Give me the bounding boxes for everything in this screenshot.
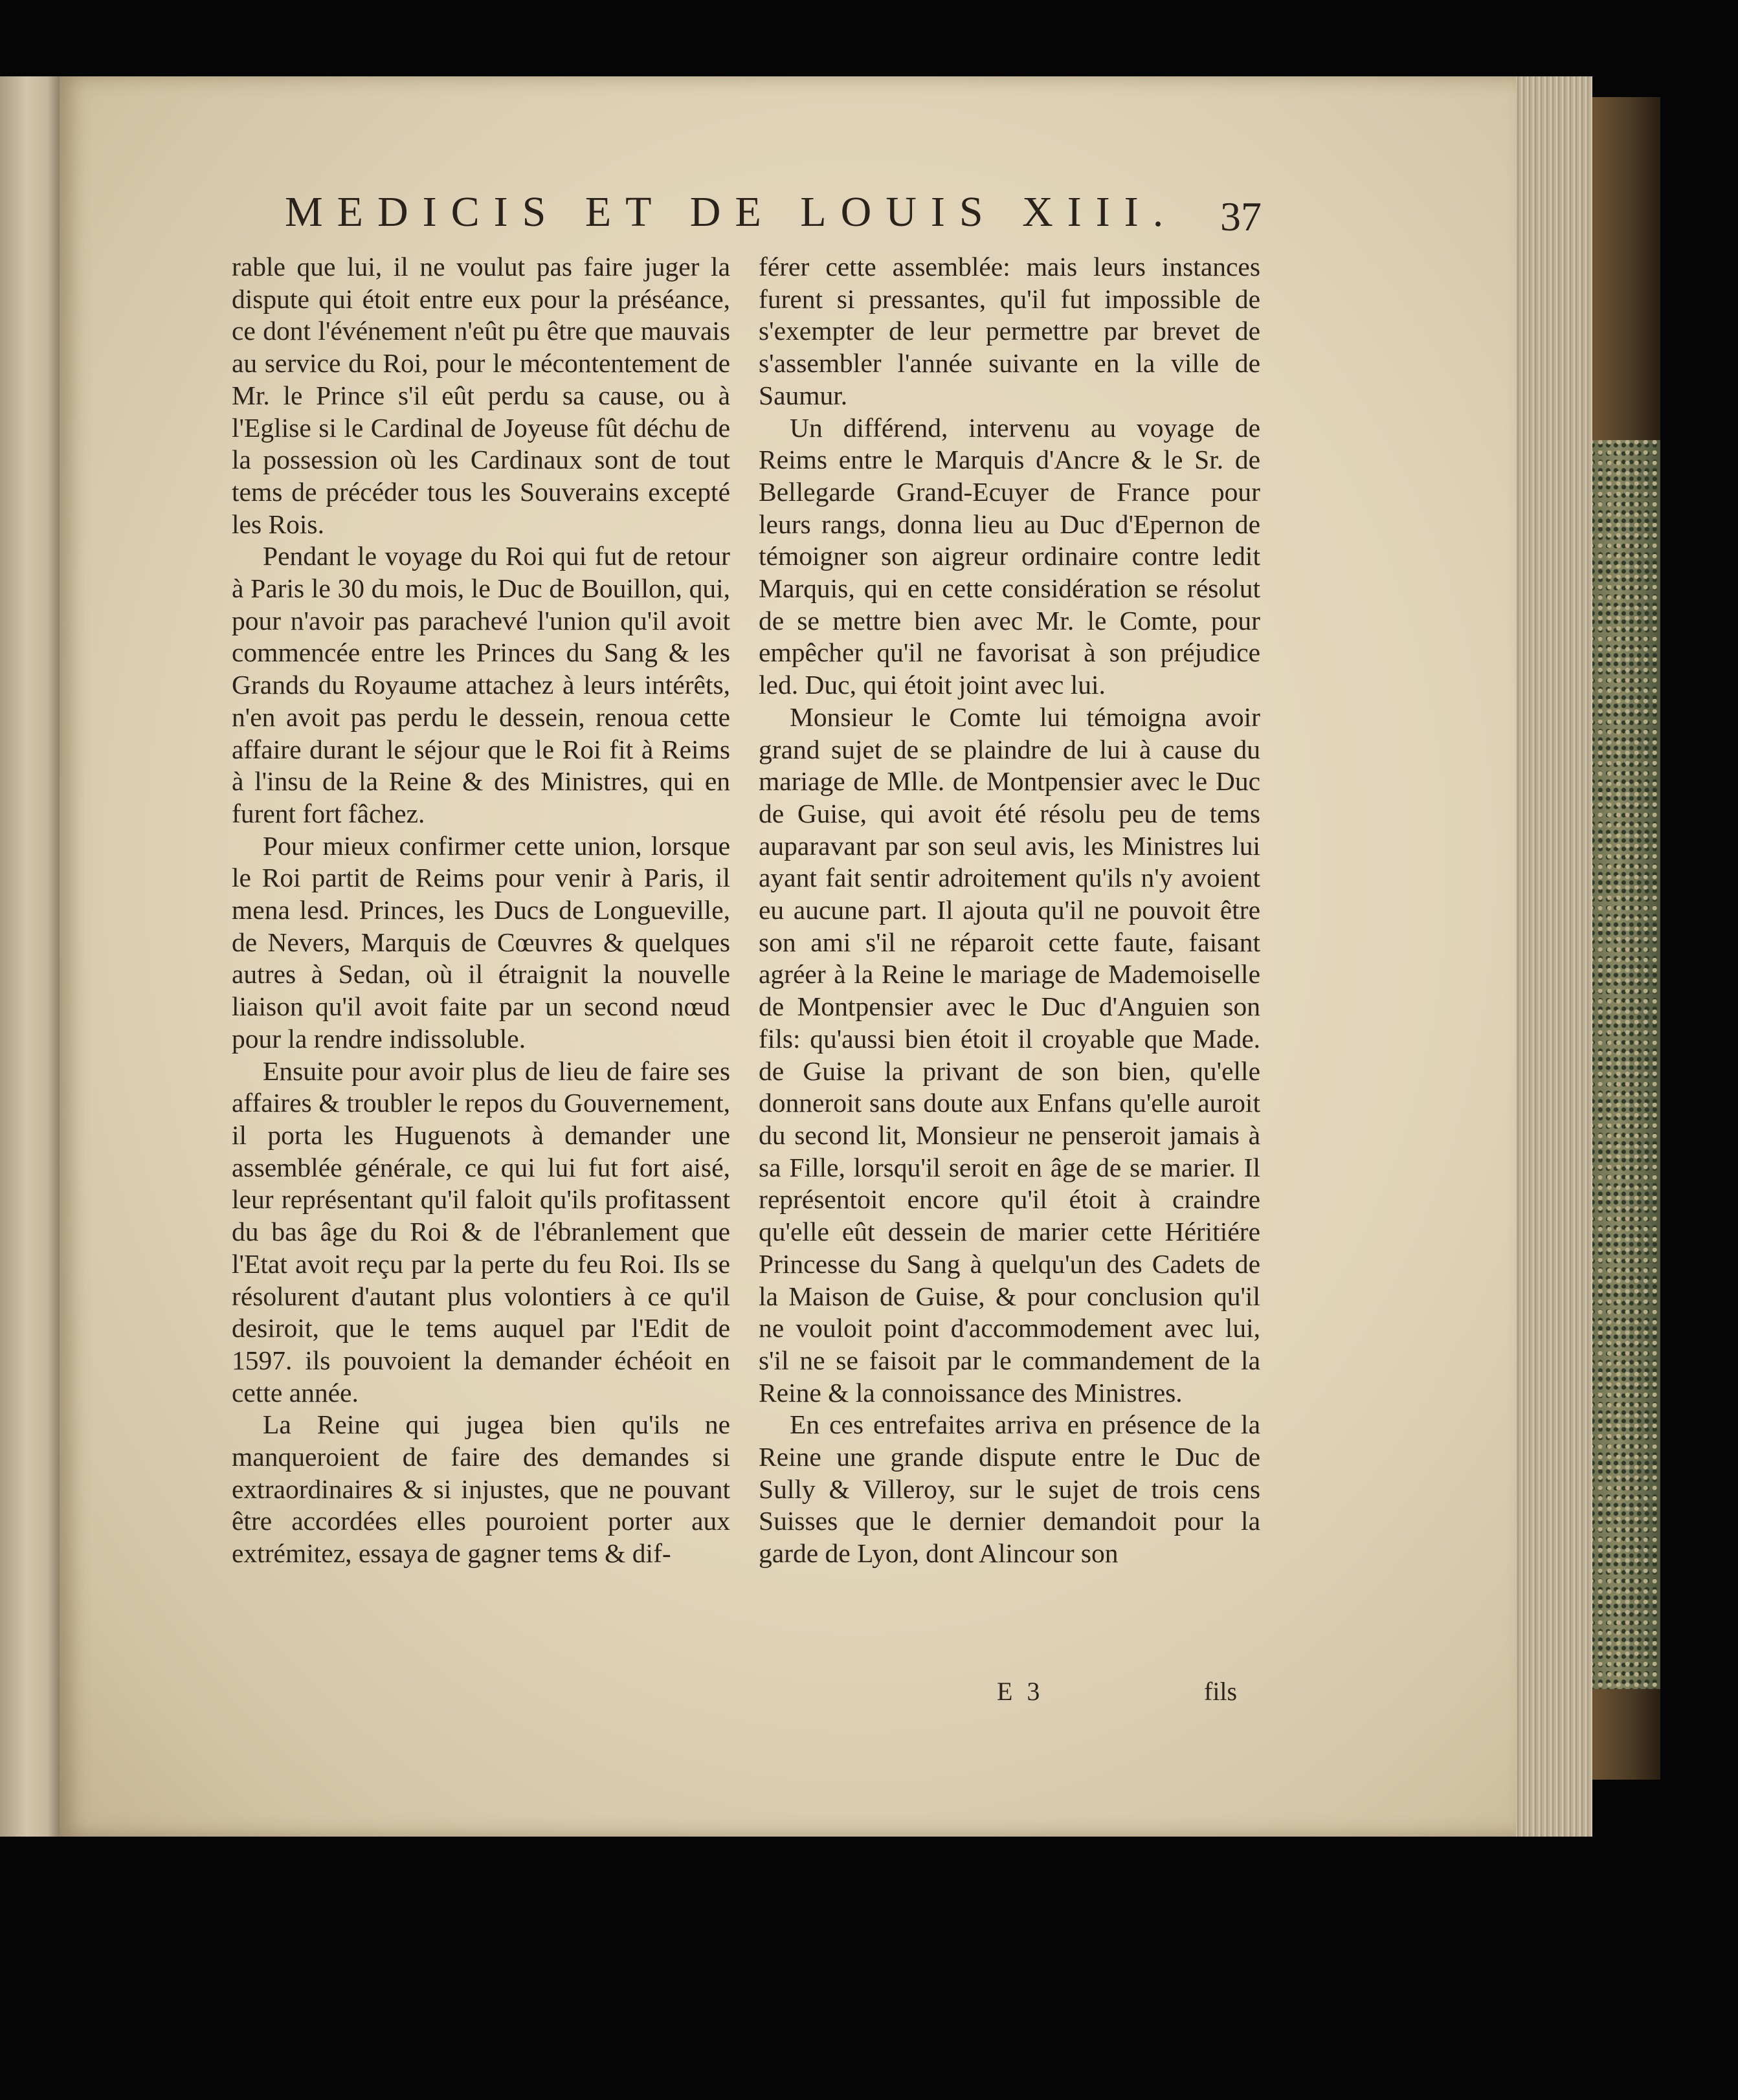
paragraph: rable que lui, il ne voulut pas faire juger la dispute qui étoit entre eux pour la préséance, ce dont l'événement n'eût pu être que mauvais au service du Roi, pour le mécontentement de Mr. le Prince s'il eût perdu sa cause, ou à l'Eglise si le Cardinal de Joyeuse fût déchu de la possession où les Cardinaux sont de tout tems de précéder tous les Souverains excepté les Rois. <box>232 252 730 539</box>
catchword: fils <box>1204 1677 1238 1706</box>
paragraph: Un différend, intervenu au voyage de Reims entre le Marquis d'Ancre & le Sr. de Bellegarde Grand-Ecuyer de France pour leurs rangs, donna lieu au Duc d'Epernon de témoigner son aigreur ordinaire contre ledit Marquis, qui en cette considération se résolut de se mettre bien avec Mr. le Comte, pour empêcher qu'il ne favorisat à son préjudice led. Duc, qui étoit joint avec lui. <box>759 412 1260 700</box>
paragraph: Monsieur le Comte lui témoigna avoir grand sujet de se plaindre de lui à cause du mariage de Mlle. de Montpensier avec le Duc de Guise, qui avoit été résolu peu de tems auparavant par son seul avis, les Ministres lui ayant fait sentir adroitement qu'ils n'y avoient eu aucune part. Il ajouta qu'il ne pouvoit être son ami s'il ne réparoit cette faute, faisant agréer à la Reine le mariage de Mademoiselle de Montpensier avec le Duc d'Anguien son fils: qu'aussi bien étoit il croyable que Made. de Guise la privant de son bien, qu'elle donneroit sans doute aux Enfans qu'elle auroit du second lit, Monsieur ne penseroit jamais à sa Fille, lorsqu'il seroit en âge de se marier. Il représentoit encore qu'il étoit à craindre qu'elle eût dessein de marier cette Héritiére Princesse du Sang à quelqu'un des Cadets de la Maison de Guise, & pour conclusion qu'il ne vouloit point d'accommodement avec lui, s'il ne se faisoit par le commandement de la Reine & la connoissance des Ministres. <box>759 702 1260 1408</box>
paragraph: Ensuite pour avoir plus de lieu de faire ses affaires & troubler le repos du Gouvernement, il porta les Huguenots à demander une assemblée générale, ce qui lui fut fort aisé, leur représentant qu'il faloit qu'ils profitassent du bas âge du Roi & de l'ébranlement que l'Etat avoit reçu par la perte du feu Roi. Ils se résolurent d'autant plus volontiers à ce qu'il desiroit, que le tems auquel par l'Edit de 1597. ils pouvoient la demander échéoit en cette année. <box>232 1056 730 1408</box>
page-number: 37 <box>1220 193 1262 239</box>
paragraph: Pour mieux confirmer cette union, lorsque le Roi partit de Reims pour venir à Paris, il mena lesd. Princes, les Ducs de Longueville, de Nevers, Marquis de Cœuvres & quelques autres à Sedan, où il étraignit la nouvelle liaison qu'il avoit faite par un second nœud pour la rendre indissoluble. <box>232 830 730 1054</box>
signature-mark: E 3 <box>997 1677 1044 1706</box>
left-column <box>232 251 730 1570</box>
right-column <box>759 251 1260 1570</box>
paragraph: férer cette assemblée: mais leurs instances furent si pressantes, qu'il fut impossible de s'exempter de leur permettre par brevet de s'assembler l'année suivante en la ville de Saumur. <box>759 252 1260 410</box>
running-head: MEDICIS ET DE LOUIS XIII. <box>285 188 1178 236</box>
paragraph: Pendant le voyage du Roi qui fut de retour à Paris le 30 du mois, le Duc de Bouillon, qui, pour n'avoir pas parachevé l'union qu'il avoit commencée entre les Princes du Sang & les Grands du Royaume attachez à leurs intérêts, n'en avoit pas perdu le dessein, renoua cette affaire durant le séjour que le Roi fit à Reims à l'insu de la Reine & des Ministres, qui en furent fort fâchez. <box>232 541 730 828</box>
paragraph: En ces entrefaites arriva en présence de la Reine une grande dispute entre le Duc de Sully & Villeroy, sur le sujet de trois cens Suisses que le dernier demandoit pour la garde de Lyon, dont Alincour son <box>759 1409 1260 1569</box>
facing-page-edge <box>0 76 60 1837</box>
paragraph: La Reine qui jugea bien qu'ils ne manqueroient de faire des demandes si extraordinaires & si injustes, que ne pouvant être accordées elles pouroient porter aux extrémitez, essaya de gagner tems & dif- <box>232 1409 730 1569</box>
page-edges <box>1508 76 1592 1837</box>
